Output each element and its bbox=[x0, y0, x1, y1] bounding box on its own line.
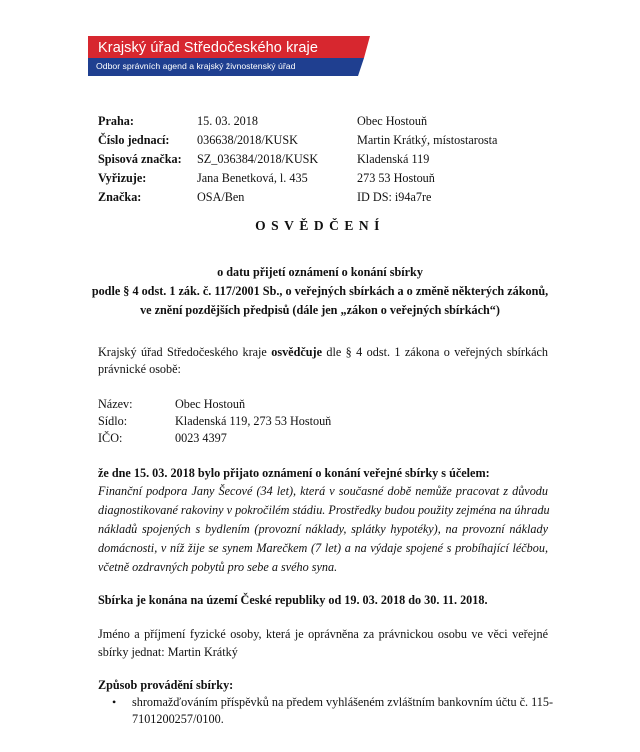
meta-value-handler: Jana Benetková, l. 435 bbox=[197, 171, 308, 185]
purpose-line-4: domácnosti, v níž žije se synem Marečkem (7 let) a na výdaje spojené s probíhající léčbou, bbox=[98, 541, 548, 555]
person-line-2: sbírky jednat: Martin Krátký bbox=[98, 645, 238, 659]
meta-label-mark: Značka: bbox=[98, 190, 142, 204]
recipient-databox: ID DS: i94a7re bbox=[357, 190, 432, 204]
entity-value-name: Obec Hostouň bbox=[175, 397, 246, 411]
intro-text-end: dle § 4 odst. 1 zákona o veřejných sbírkách bbox=[322, 345, 548, 359]
entity-value-id: 0023 4397 bbox=[175, 431, 227, 445]
meta-value-reference: 036638/2018/KUSK bbox=[197, 133, 298, 147]
banner-subtitle: Odbor správních agend a krajský živnostenský úřad bbox=[96, 61, 296, 71]
header-banner bbox=[88, 36, 370, 78]
entity-value-seat: Kladenská 119, 273 53 Hostouň bbox=[175, 414, 332, 428]
intro-text-start: Krajský úřad Středočeského kraje bbox=[98, 345, 272, 359]
meta-label-handler: Vyřizuje: bbox=[98, 171, 147, 185]
intro-line-2: právnické osobě: bbox=[98, 362, 181, 376]
recipient-street: Kladenská 119 bbox=[357, 152, 430, 166]
territory-statement: Sbírka je konána na území České republiky od 19. 03. 2018 do 30. 11. 2018. bbox=[98, 593, 488, 607]
person-line-1: Jméno a příjmení fyzické osoby, která je oprávněna za právnickou osobu ve věci veřejné bbox=[98, 627, 548, 641]
banner-title: Krajský úřad Středočeského kraje bbox=[98, 40, 318, 56]
subheading-line-1: o datu přijetí oznámení o konání sbírky bbox=[217, 265, 423, 279]
bullet-icon: • bbox=[112, 695, 117, 709]
meta-label-date: Praha: bbox=[98, 114, 134, 128]
meta-value-mark: OSA/Ben bbox=[197, 190, 245, 204]
purpose-heading: že dne 15. 03. 2018 bylo přijato oznámení o konání veřejné sbírky s účelem: bbox=[98, 466, 490, 480]
method-heading: Způsob provádění sbírky: bbox=[98, 678, 234, 692]
meta-label-reference: Číslo jednací: bbox=[98, 133, 170, 147]
meta-label-file: Spisová značka: bbox=[98, 152, 182, 166]
entity-label-name: Název: bbox=[98, 397, 133, 411]
intro-text-bold: osvědčuje bbox=[271, 345, 323, 359]
method-bullet-line-2: 7101200257/0100. bbox=[132, 712, 224, 726]
entity-label-id: IČO: bbox=[98, 431, 123, 445]
intro-line-1 bbox=[98, 344, 548, 360]
purpose-line-2: diagnostikované rakoviny v pokročilém stádiu. Prostředky budou použity zejména na úhradu bbox=[98, 503, 550, 517]
document-heading: OSVĚDČENÍ bbox=[255, 218, 385, 233]
purpose-line-1: Finanční podpora Jany Šecové (34 let), která v současné době nemůže pracovat z důvodu bbox=[98, 484, 548, 498]
subheading-line-3: ve znění pozdějších předpisů (dále jen „zákon o veřejných sbírkách“) bbox=[140, 303, 500, 317]
purpose-line-5: včetně ozdravných pobytů pro sebe a svého syna. bbox=[98, 560, 338, 574]
purpose-line-3: nákladů spojených s bydlením (provozní náklady, splátky hypotéky), na provozní náklady bbox=[98, 522, 548, 536]
recipient-name: Obec Hostouň bbox=[357, 114, 428, 128]
method-bullet-line-1: shromažďováním příspěvků na předem vyhlášeném zvláštním bankovním účtu č. 115- bbox=[132, 695, 554, 709]
entity-label-seat: Sídlo: bbox=[98, 414, 128, 428]
subheading-line-2: podle § 4 odst. 1 zák. č. 117/2001 Sb., o veřejných sbírkách a o změně některých zákonů, bbox=[91, 284, 549, 298]
meta-value-file: SZ_036384/2018/KUSK bbox=[197, 152, 319, 166]
meta-value-date: 15. 03. 2018 bbox=[197, 114, 258, 128]
recipient-person: Martin Krátký, místostarosta bbox=[357, 133, 498, 147]
recipient-city: 273 53 Hostouň bbox=[357, 171, 435, 185]
